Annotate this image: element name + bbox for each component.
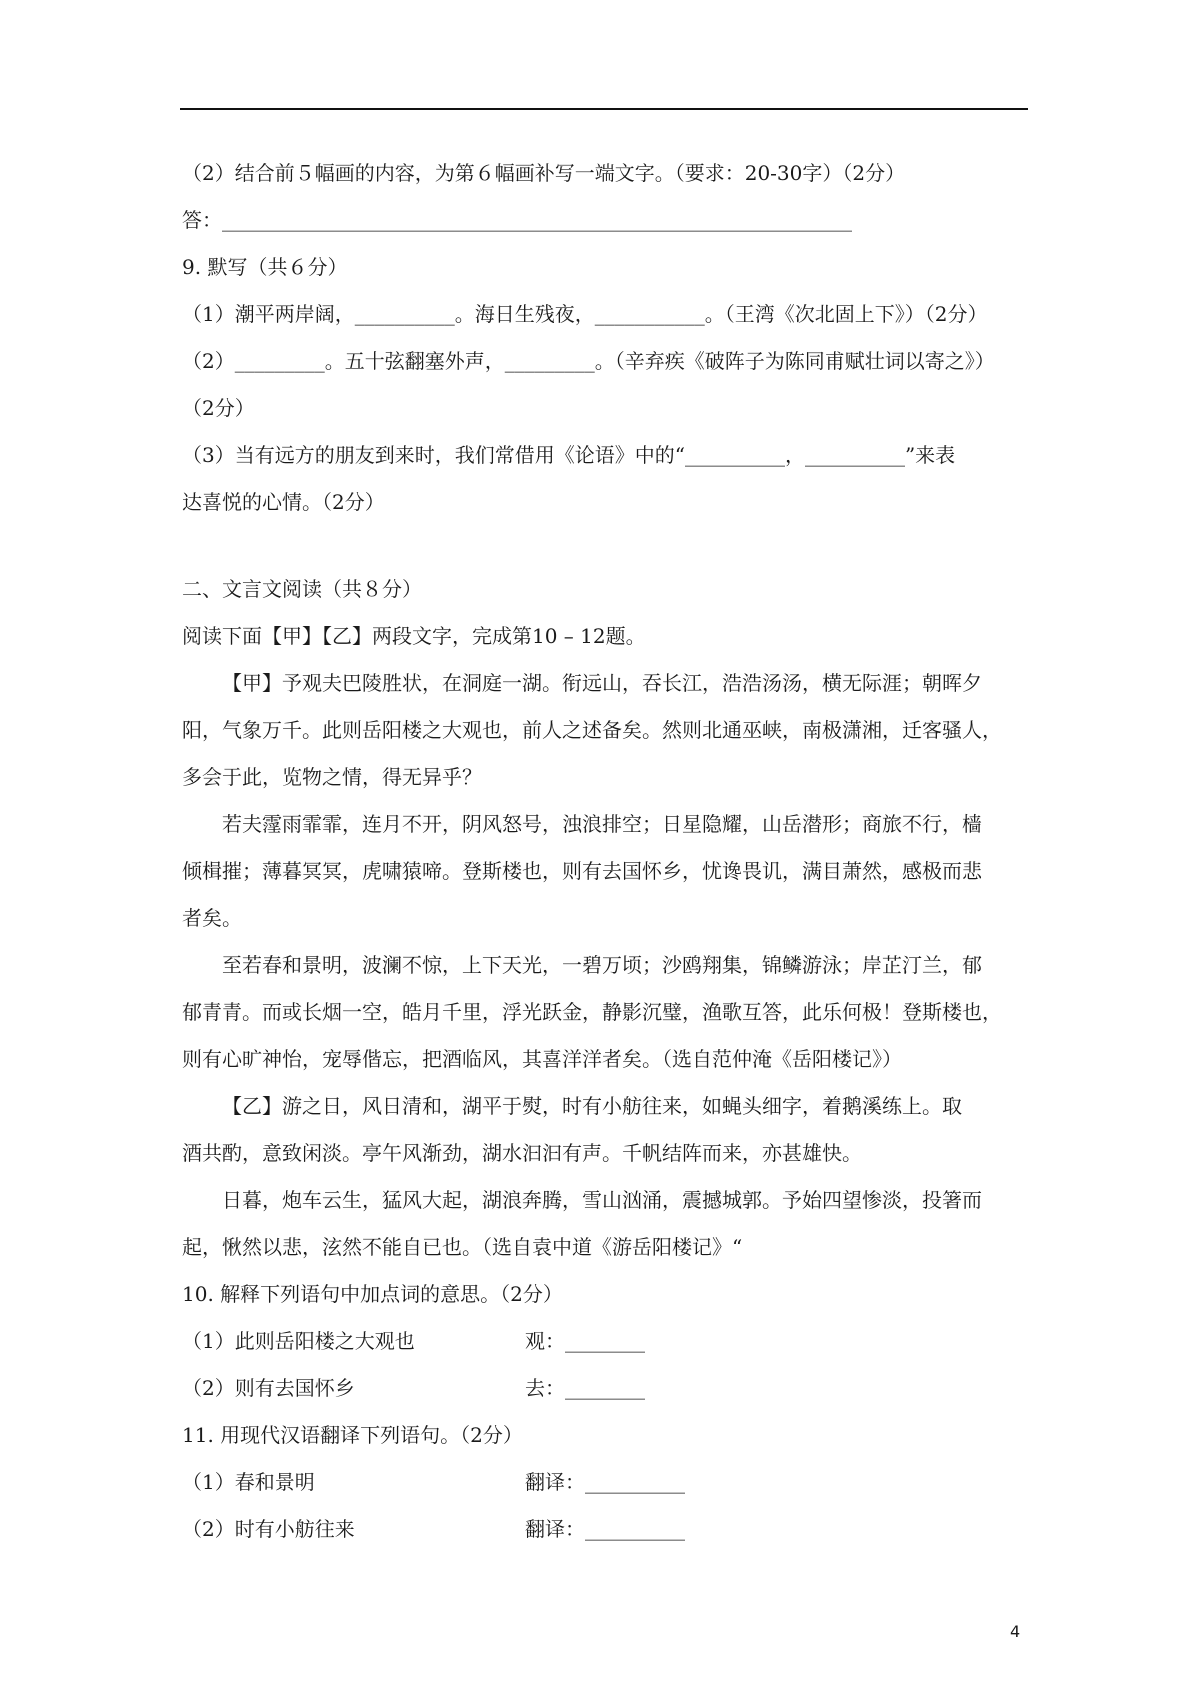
question-9-heading: 9. 默写（共６分） — [182, 255, 348, 279]
question-10-sentence: （1）此则岳阳楼之大观也 — [182, 1329, 415, 1353]
passage-jia-line: 倾楫摧；薄暮冥冥，虎啸猿啼。登斯楼也，则有去国怀乡，忧谗畏讥，满目萧然，感极而悲 — [182, 859, 982, 883]
passage-yi-line: 【乙】游之日，风日清和，湖平于熨，时有小舫往来，如蝇头细字，着鹅溪练上。取 — [222, 1094, 962, 1118]
section-2-heading: 二、文言文阅读（共８分） — [182, 577, 422, 601]
question-9-2: （2）_________。五十弦翻塞外声，_________。（辛弃疾《破阵子为陈同甫赋壮词以寄之》） — [182, 349, 995, 373]
question-11-item — [182, 1506, 1032, 1553]
question-9-3: （3）当有远方的朋友到来时，我们常借用《论语》中的“__________，__________”来表 — [182, 443, 956, 467]
question-11-heading: 11. 用现代汉语翻译下列语句。（2分） — [182, 1423, 523, 1447]
question-11-sentence: （1）春和景明 — [182, 1470, 315, 1494]
question-10-item — [182, 1365, 1032, 1412]
passage-jia-line: 阳，气象万千。此则岳阳楼之大观也，前人之述备矣。然则北通巫峡，南极潇湘，迁客骚人， — [182, 718, 1002, 742]
passage-jia-line: 多会于此，览物之情，得无异乎？ — [182, 765, 482, 789]
worksheet-body — [182, 150, 1032, 1553]
question-10-answer: 去：________ — [525, 1376, 645, 1400]
question-10-sentence: （2）则有去国怀乡 — [182, 1376, 355, 1400]
question-11-item — [182, 1459, 1032, 1506]
question-11-sentence: （2）时有小舫往来 — [182, 1517, 355, 1541]
question-11-answer: 翻译：__________ — [525, 1470, 685, 1494]
passage-yi-line: 日暮，炮车云生，猛风大起，湖浪奔腾，雪山汹涌，震撼城郭。予始四望惨淡，投箸而 — [222, 1188, 982, 1212]
passage-jia-line: 至若春和景明，波澜不惊，上下天光，一碧万顷；沙鸥翔集，锦鳞游泳；岸芷汀兰，郁 — [222, 953, 982, 977]
question-8-2: （2）结合前５幅画的内容，为第６幅画补写一端文字。（要求：20-30字）（2分） — [182, 161, 906, 185]
page-number: 4 — [1010, 1622, 1021, 1641]
question-9-2-score: （2分） — [182, 396, 255, 420]
question-10-answer: 观：________ — [525, 1329, 645, 1353]
passage-jia-line: 若夫霪雨霏霏，连月不开，阴风怒号，浊浪排空；日星隐耀，山岳潜形；商旅不行，樯 — [222, 812, 982, 836]
passage-yi-line: 起，愀然以悲，泫然不能自已也。（选自袁中道《游岳阳楼记》“ — [182, 1235, 743, 1259]
passage-jia-line: 者矣。 — [182, 906, 242, 930]
header-rule — [180, 108, 1028, 110]
question-9-3-cont: 达喜悦的心情。（2分） — [182, 490, 385, 514]
question-11-answer: 翻译：__________ — [525, 1517, 685, 1541]
passage-yi-line: 酒共酌，意致闲淡。亭午风渐劲，湖水汩汩有声。千帆结阵而来，亦甚雄快。 — [182, 1141, 862, 1165]
answer-line-8-2: 答：_______________________________________________________________ — [182, 208, 852, 232]
passage-jia-line: 郁青青。而或长烟一空，皓月千里，浮光跃金，静影沉璧，渔歌互答，此乐何极！登斯楼也， — [182, 1000, 1002, 1024]
question-10-heading: 10. 解释下列语句中加点词的意思。（2分） — [182, 1282, 563, 1306]
question-10-item — [182, 1318, 1032, 1365]
passage-jia-line: 则有心旷神怡，宠辱偕忘，把酒临风，其喜洋洋者矣。（选自范仲淹《岳阳楼记》） — [182, 1047, 902, 1071]
section-gap — [182, 526, 1032, 566]
question-9-1: （1）潮平两岸阔，__________。海日生残夜，___________。（王湾《次北固上下》）（2分） — [182, 302, 988, 326]
passage-jia-line: 【甲】予观夫巴陵胜状，在洞庭一湖。衔远山，吞长江，浩浩汤汤，横无际涯；朝晖夕 — [222, 671, 982, 695]
reading-instruction: 阅读下面【甲】【乙】两段文字，完成第10 – 12题。 — [182, 624, 646, 648]
